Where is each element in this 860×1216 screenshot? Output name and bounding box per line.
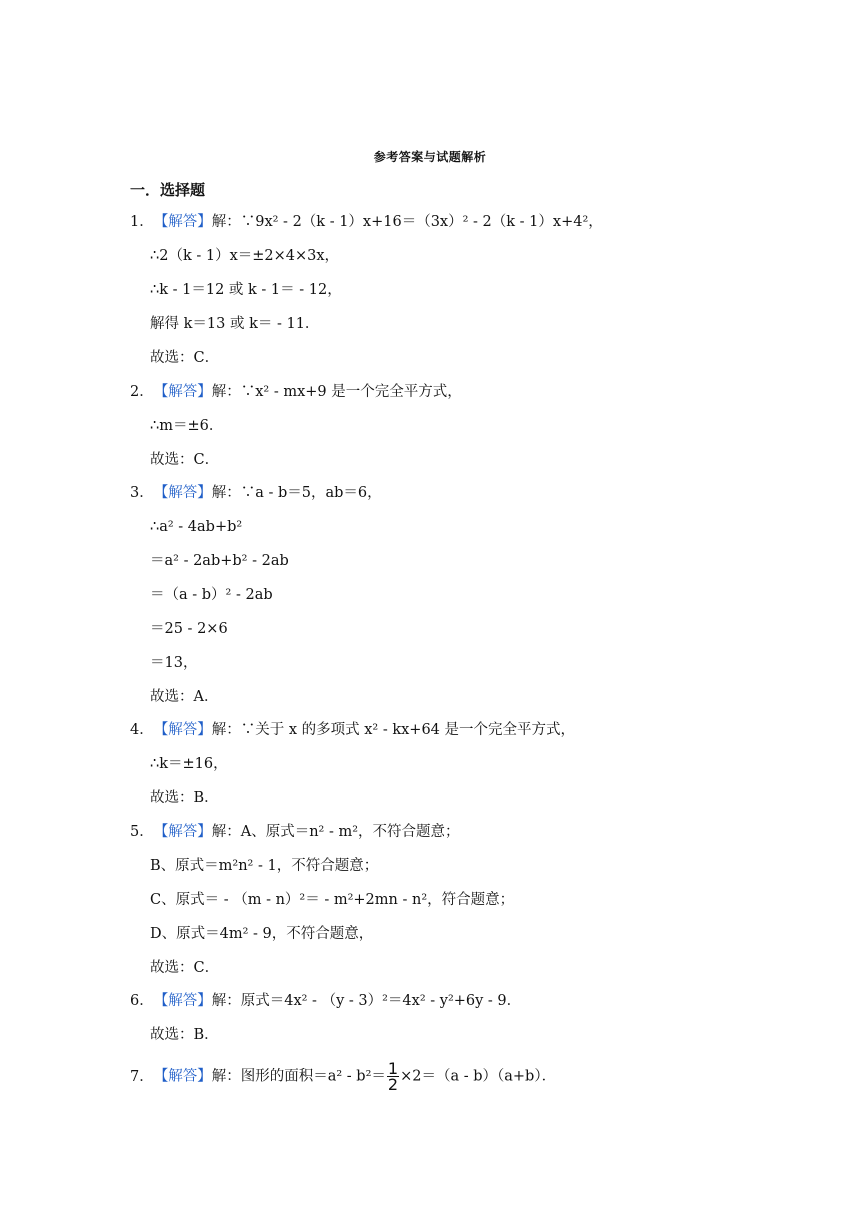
q2-line-1 [130, 382, 462, 402]
q4-line-1 [130, 720, 575, 740]
answer-text: 解：∵x² - mx+9 是一个完全平方式， [211, 384, 462, 400]
answer-text: 解：原式＝4x² - （y - 3）²＝4x² - y²+6y - 9． [211, 993, 522, 1009]
fraction-denominator: 2 [387, 1075, 399, 1094]
question-number: 3． [130, 485, 154, 501]
answer-text: 解：图形的面积＝a² - b²＝ [211, 1068, 386, 1085]
q1-line-1 [130, 212, 603, 232]
q1-line-5: 故选：C． [150, 350, 220, 366]
q1-line-2: ∴2（k - 1）x＝±2×4×3x， [150, 248, 340, 264]
q3-line-2: ∴a² - 4ab+b² [150, 519, 243, 535]
q6-line-2: 故选：B． [150, 1027, 219, 1043]
q6-line-1 [130, 991, 521, 1011]
fraction-numerator: 1 [387, 1059, 399, 1078]
question-number: 4． [130, 722, 154, 738]
answer-tag-link[interactable]: 【解答】 [153, 722, 212, 738]
q5-line-1 [130, 822, 460, 842]
q5-line-3: C、原式＝ - （m - n）²＝ - m²+2mn - n²，符合题意； [150, 892, 515, 908]
q1-line-4: 解得 k＝13 或 k＝ - 11． [150, 316, 320, 332]
q5-line-2: B、原式＝m²n² - 1，不符合题意； [150, 858, 379, 874]
q5-line-5: 故选：C． [150, 960, 220, 976]
answer-tag-link[interactable]: 【解答】 [153, 214, 212, 230]
answer-text: 解：∵a - b＝5，ab＝6， [211, 485, 382, 501]
answer-text: ×2＝（a - b）（a+b）． [400, 1068, 557, 1085]
question-number: 5． [130, 824, 154, 840]
answer-text: 解：∵关于 x 的多项式 x² - kx+64 是一个完全平方式， [211, 722, 576, 738]
q2-line-2: ∴m＝±6． [150, 418, 224, 434]
answer-text: 解：∵9x² - 2（k - 1）x+16＝（3x）² - 2（k - 1）x+4²， [211, 214, 603, 230]
q7-line-1 [130, 1061, 556, 1092]
q3-line-1 [130, 483, 382, 503]
q3-line-3: ＝a² - 2ab+b² - 2ab [150, 553, 289, 569]
q4-line-3: 故选：B． [150, 790, 219, 806]
q3-line-6: ＝13， [150, 655, 198, 671]
answer-text: 解：A、原式＝n² - m²，不符合题意； [211, 824, 460, 840]
q3-line-7: 故选：A． [150, 689, 219, 705]
question-number: 1． [130, 214, 154, 230]
question-number: 6． [130, 993, 154, 1009]
answer-tag-link[interactable]: 【解答】 [153, 824, 212, 840]
page-title: 参考答案与试题解析 [373, 150, 487, 164]
q4-line-2: ∴k＝±16， [150, 756, 228, 772]
question-number: 7． [130, 1068, 154, 1085]
answer-tag-link[interactable]: 【解答】 [153, 1068, 212, 1085]
q1-line-3: ∴k - 1＝12 或 k - 1＝ - 12， [150, 282, 342, 298]
fraction [387, 1061, 399, 1092]
q2-line-3: 故选：C． [150, 452, 220, 468]
answer-tag-link[interactable]: 【解答】 [153, 384, 212, 400]
q5-line-4: D、原式＝4m² - 9，不符合题意， [150, 926, 374, 942]
section-heading: 一．选择题 [130, 181, 206, 199]
answer-tag-link[interactable]: 【解答】 [153, 993, 212, 1009]
q3-line-4: ＝（a - b）² - 2ab [150, 587, 273, 603]
answer-tag-link[interactable]: 【解答】 [153, 485, 212, 501]
question-number: 2． [130, 384, 154, 400]
q3-line-5: ＝25 - 2×6 [150, 621, 228, 637]
